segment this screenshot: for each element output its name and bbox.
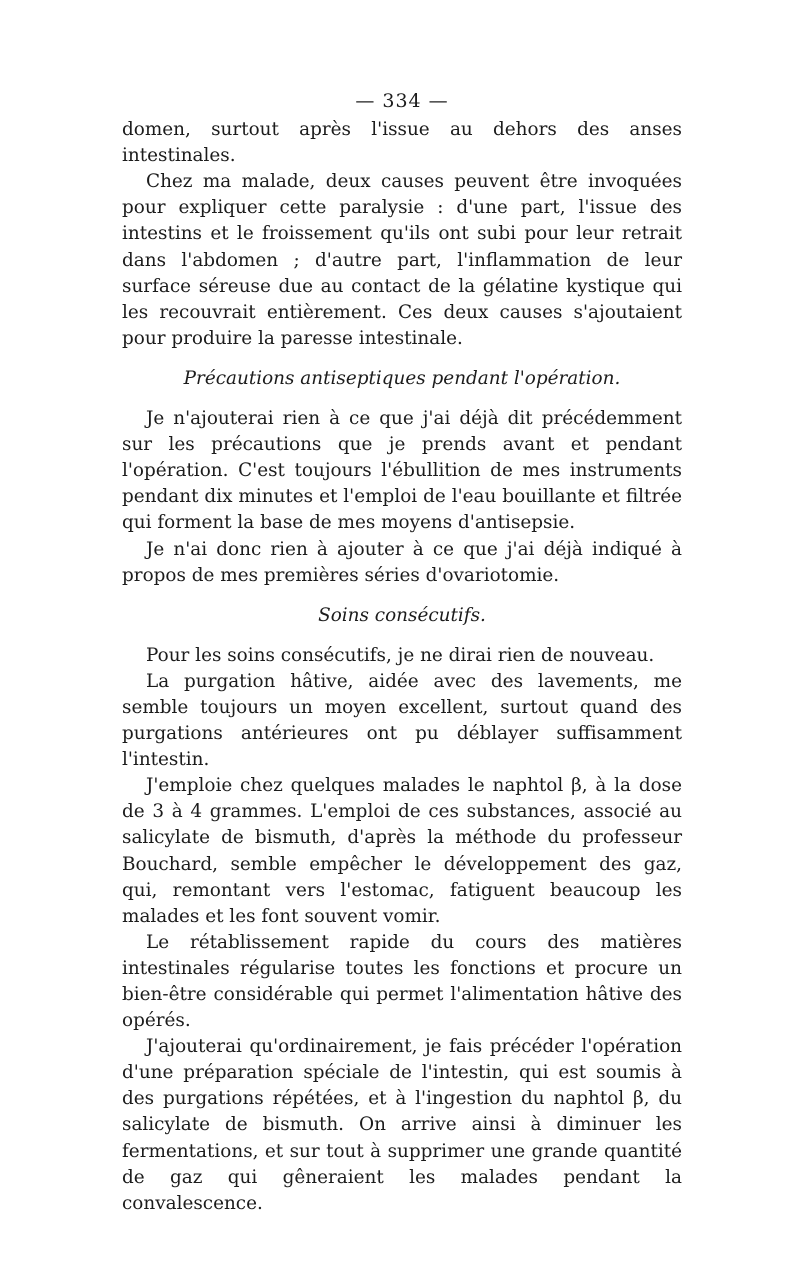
paragraph-naphthol: J'emploie chez quelques malades le naphtol β, à la dose de 3 à 4 grammes. L'emploi de ces substances, associé au salicylate de bismuth, d'après la méthode du professeur Bouchard, semble empêcher le développement des gaz, qui, remontant vers l'estomac, fatiguent beaucoup les malades et les font souvent vomir. — [122, 775, 682, 927]
section-heading-antiseptic: Précautions antiseptiques pendant l'opération. — [183, 367, 621, 389]
paragraph-aftercare-intro: Pour les soins consécutifs, je ne dirai rien de nouveau. — [146, 644, 655, 666]
paragraph-paralysis-causes: Chez ma malade, deux causes peuvent être invoquées pour expliquer cette paralysie : d'une part, l'issue des intestins et le froissement qu'ils ont subi pour leur retrait dans l'abdomen ; d'autre part, l'inflammation de leur surface séreuse due au contact de la gélatine kystique qui les recouvrait entièrement. Ces deux causes s'ajoutaient pour produire la paresse intestinale. — [122, 171, 682, 349]
paragraph-purgation: La purgation hâtive, aidée avec des lavements, me semble toujours un moyen excellent, surtout quand des purgations antérieures ont pu déblayer suffisamment l'intestin. — [122, 670, 682, 771]
paragraph-nothing-to-add: Je n'ai donc rien à ajouter à ce que j'ai déjà indiqué à propos de mes premières séries d'ovariotomie. — [122, 538, 682, 586]
paragraph-antiseptic-precautions: Je n'ajouterai rien à ce que j'ai déjà dit précédemment sur les précautions que je prends avant et pendant l'opération. C'est toujours l'ébullition de mes instruments pendant dix minutes et l'emploi de l'eau bouillante et filtrée qui forment la base de mes moyens d'antisepsie. — [122, 408, 682, 534]
paragraph-continuation: domen, surtout après l'issue au dehors des anses intestinales. — [122, 119, 682, 167]
paragraph-recovery: Le rétablissement rapide du cours des matières intestinales régularise toutes les fonctions et procure un bien-être considérable qui permet l'alimentation hâtive des opérés. — [122, 931, 682, 1032]
page-number: — 334 — — [355, 90, 449, 112]
book-page — [122, 88, 682, 1217]
section-heading-aftercare: Soins consécutifs. — [318, 604, 486, 626]
paragraph-preparation: J'ajouterai qu'ordinairement, je fais précéder l'opération d'une préparation spéciale de l'intestin, qui est soumis à des purgations répétées, et à l'ingestion du naphtol β, du salicylate de bismuth. On arrive ainsi à diminuer les fermentations, et sur tout à supprimer une grande quantité de gaz qui gêneraient les malades pendant la convalescence. — [122, 1036, 682, 1214]
